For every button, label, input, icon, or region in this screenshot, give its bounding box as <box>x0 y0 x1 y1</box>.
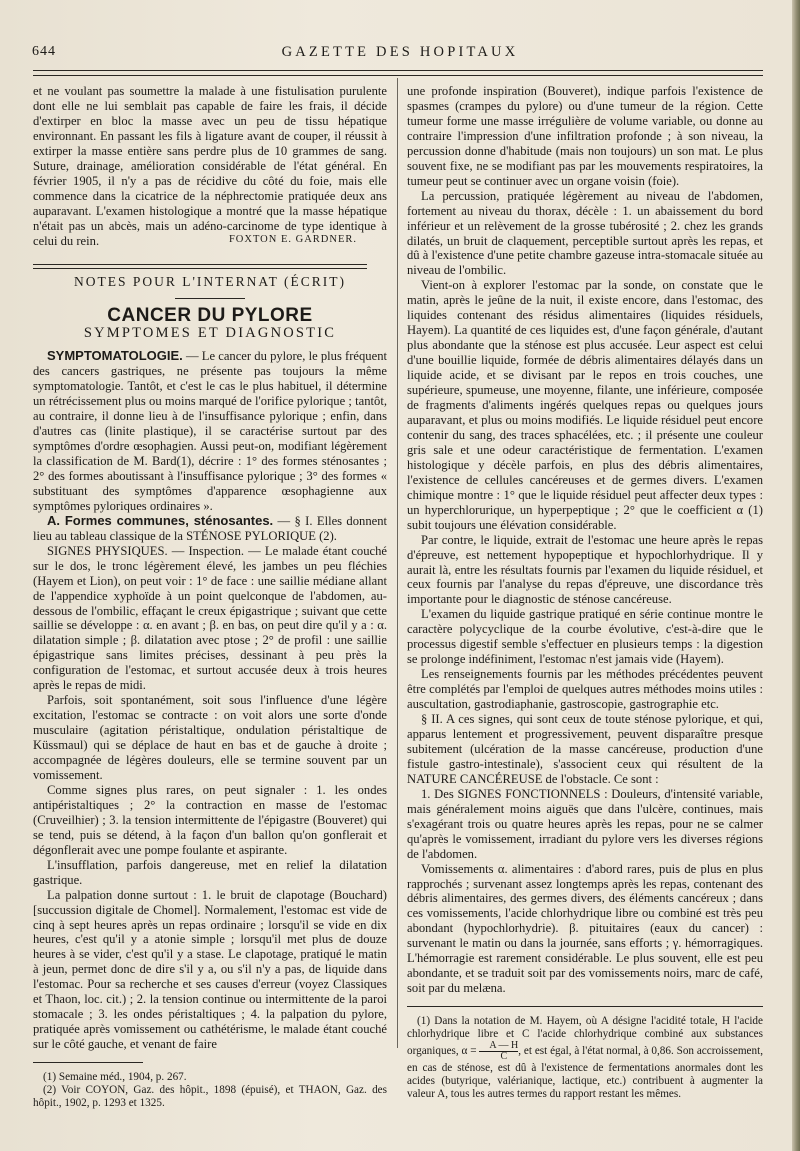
alpha-fraction <box>479 1041 518 1062</box>
left-column <box>33 84 387 1110</box>
header-rule <box>33 70 763 71</box>
symptomatology-label: SYMPTOMATOLOGIE. <box>47 348 183 364</box>
footnote-alpha-text-a: (1) Dans la notation de M. Hayem, où A désigne l'acidité totale, H l'acide chlorhydrique libre et C l'acide chlorhydrique combiné aux substances organiques, α = <box>407 1015 763 1058</box>
page-number: 644 <box>32 44 56 59</box>
rare-signs-paragraph: Comme signes plus rares, on peut signaler : 1. les ondes antipéristaltiques ; 2° la contraction en masse de l'estomac (Cruveilhier) ; 3. la tension intermittente de l'épigastre (Bouveret) qui se tend, puis se détend, à la façon d'un ballon qu'on gonflerait et dégonflerait avec une pompe foulante et aspirante. <box>33 782 387 857</box>
physical-signs-paragraph: SIGNES PHYSIQUES. — Inspection. — Le malade étant couché sur le dos, le tronc légèrement élevé, les jambes un peu fléchies (Hayem et Lion), on peut voir : 1° de face : une saillie médiane allant de l'appendice xyphoïde à un point quelconque de l'abdomen, au-dessous de l'ombilic, effaçant le creux épigastrique ; suivant que cette saillie se développe : α. en avant ; β. en bas, on peut dire qu'il y a : α. dilatation simple ; β. dilatation avec ptose ; 2° de profil : une saillie épigastrique sans limites précises, dessinant à peu près la configuration de l'estomac, et surtout accusée deux à trois heures après le repas de midi. <box>33 543 387 693</box>
page-edge <box>792 0 800 1151</box>
section-rule <box>33 264 367 265</box>
tumor-paragraph: une profonde inspiration (Bouveret), indique parfois l'existence de spasmes (crampes du pylore) ou d'une tumeur de la région. Cette tumeur forme une masse irrégulière de volume variable, ou donne au contraire l'impression d'une infiltration profonde ; à son niveau, la percussion donne d'habitude (mais non toujours) un son mat. Le plus souvent fixe, ne se modifiant pas par les mouvements respiratoires, la tumeur peut se continuer avec un organe voisin (foie). <box>407 84 763 188</box>
footnote-alpha-text-b: , et est égal, à l'état normal, à 0,86. Son accroissement, en cas de sténose, est dû à l'existence de fermentations anormales dont les acides (butyrique, valérianique, lactique, etc.) contribuent à augmenter la valeur A, tous les autres termes du rapport restant les mêmes. <box>407 1045 763 1101</box>
probe-paragraph: Vient-on à explorer l'estomac par la sonde, on constate que le matin, après le jeûne de la nuit, il existe encore, dans l'estomac, des liquides contenant des résidus alimentaires (liquides résiduels, Hayem). La quantité de ces liquides est, d'une façon générale, d'autant plus abondante que la sténose est plus accusée. Leur aspect est celui d'une bouillie liquide, formée de débris alimentaires délayés dans un liquide acide, et se divisant par le repos en trois couches, une supérieure, spumeuse, une moyenne, filante, une inférieure, composée de fragments d'aliments ingérés quelques repas ou quelques jours auparavant, et plus ou moins modifiés. Le liquide résiduel peut encore contenir du sang, des traces sphacélées, etc. ; il présente une couleur gris sale et une odeur caractéristique de fermentation. L'examen histologique y décèle parfois, en plus des débris alimentaires, l'existence de cellules cancéreuses et de germes divers. L'examen chimique montre : 1° que le liquide résiduel peut affecter deux types : un hyperchlorurique, un hyperpeptique ; 2° que le coefficient α (1) subit toujours une élévation considérable. <box>407 278 763 532</box>
right-column <box>407 84 763 1101</box>
right-footnote <box>407 1015 763 1101</box>
title-rule <box>175 298 245 299</box>
footnote-1: (1) Semaine méd., 1904, p. 267. <box>43 1071 187 1084</box>
common-forms-heading: A. Formes communes, sténosantes. <box>47 512 274 528</box>
footnote-rule-right <box>407 1006 763 1007</box>
case-report-end: et ne voulant pas soumettre la malade à une fistulisation purulente dont elle ne lui semblait pas capable de faire les frais, il décide d'extirper en bloc la masse avec un peu de tissu hépatique environnant. En passant les fils à ligature avant de couper, il réussit à extirper la masse entière sans perdre plus de 10 grammes de sang. Suture, drainage, amélioration considérable de l'état général. En février 1905, il n'y a pas de récidive du côté du foie, mais elle commence dans la cicatrice de la néphrectomie pratiquée deux ans auparavant. L'examen histologique a montré que la masse hépatique n'était pas un abcès, mais un adéno-carcinome de type identique à celui du rein. <box>33 84 387 248</box>
functional-signs-paragraph: 1. Des SIGNES FONCTIONNELS : Douleurs, d'intensité variable, mais généralement moins aiguës que dans l'ulcère, continues, mais s'exagérant trois ou quatre heures après les repas, pour ne se calmer qu'après le vomissement, irradiant du pylore vers les diverses régions de l'abdomen. <box>407 786 763 861</box>
symptomatology-text: — Le cancer du pylore, le plus fréquent des cancers gastriques, ne présente pas toujours la même symptomatologie. Tantôt, et c'est le cas le plus habituel, il détermine un rétrécissement plus ou moins marqué de l'orifice pylorique ; tantôt, au contraire, il donne lieu à de l'insuffisance pylorique ; enfin, dans d'autres cas (linite plastique), il se caractérise surtout par des symptômes d'ordre œsophagien. Aussi peut-on, modifiant légèrement la classification de M. Bard(1), décrire : 1° des formes sténosantes ; 2° des formes aboutissant à l'insuffisance pylorique ; 3° des formes « substituant des symptômes d'apparence œsophagienne aux symptômes pyloriques ordinaires ». <box>33 349 387 513</box>
common-forms-text: — § I. Elles donnent lieu au tableau classique de la STÉNOSE PYLORIQUE (2). <box>33 513 387 543</box>
footnote-rule <box>33 1062 143 1063</box>
vomiting-paragraph: Vomissements α. alimentaires : d'abord rares, puis de plus en plus rapprochés ; survenant assez longtemps après les repas, contenant des débris alimentaires, des germes divers, des éléments cancéreux ; dans ces vomissements, l'acide chlorhydrique libre ou combiné est très peu abondant (hypochlorhydrie). β. pituitaires (eaux du cancer) : survenant le matin ou dans la journée, sans efforts ; γ. hémorragiques. L'hémorragie est rarement considérable. Le plus souvent, elle est peu abondante, et se traduit soit par des vomissements noirs, marc de café, soit par du melæna. <box>407 861 763 996</box>
column-divider <box>397 78 398 1048</box>
peristalsis-paragraph: Parfois, soit spontanément, soit sous l'influence d'une légère excitation, l'estomac se contracte : on voit alors une sorte d'onde musculaire (agitation péristaltique, ondulation péristaltique de Küssmaul) qui se déplace de haut en bas et de gauche à droite ; accompagnée de légères douleurs, elle se termine souvent par un vomissement. <box>33 693 387 782</box>
other-methods-paragraph: Les renseignements fournis par les méthodes précédentes peuvent être complétés par l'emploi de quelques autres méthodes moins utiles : auscultation, gastrodiaphanie, gastroscopie, gastrographie etc. <box>407 667 763 712</box>
article-subtitle: SYMPTOMES ET DIAGNOSTIC <box>83 325 337 342</box>
article-title: CANCER DU PYLORE <box>107 305 313 327</box>
common-forms-paragraph <box>33 514 387 544</box>
palpation-paragraph: La palpation donne surtout : 1. le bruit de clapotage (Bouchard) [succussion digitale de Chomel]. Normalement, l'estomac est vide de cinq à sept heures après un repas ordinaire ; lorsqu'il se vide en dix heures, c'est qu'il y a atonie simple ; lorsqu'il met plus de douze heures à se vider, c'est qu'il y a stase. Le clapotage, pratiqué le matin à jeun, permet donc de dire s'il y a, ou s'il n'y a pas, de liquide dans l'estomac. Pour sa recherche et ses causes d'erreur (voyez Classiques et Thaon, loc. cit.) ; 2. la tension continue ou intermittente de la paroi stomacale ; 3. les ondes péristaltiques ; 4. la palpation du pylore, pratiquée après vomissement ou cathétérisme, le malade étant couché sur le côté gauche, et venant de faire <box>33 887 387 1052</box>
fraction-numerator: A — H <box>479 1041 518 1052</box>
section-ii-paragraph: § II. A ces signes, qui sont ceux de toute sténose pylorique, et qui, apparus lentement et progressivement, peuvent disparaître presque subitement (ulcération de la masse cancéreuse, production d'une fistule gastro-intestinale), s'associent ceux qui résultent de la NATURE CANCÉREUSE de l'obstacle. Ce sont : <box>407 712 763 786</box>
percussion-paragraph: La percussion, pratiquée légèrement au niveau de l'abdomen, fortement au niveau du thorax, décèle : 1. un abaissement du bord inférieur et un relèvement de la grosse tubérosité ; 2. chez les grands dilatés, un bruit de claquement, perceptible surtout après les repas, et dû à l'existence d'une petite chambre gazeuse intra-stomacale située au niveau de l'ombilic. <box>407 188 763 278</box>
serial-exam-paragraph: L'examen du liquide gastrique pratiqué en série continue montre le caractère polycyclique de la courbe évolutive, c'est-à-dire que le processus digestif semble s'effectuer en plusieurs temps : la digestion se prolonge indéfiniment, l'estomac n'est jamais vide (Hayem). <box>407 607 763 667</box>
section-title: NOTES POUR L'INTERNAT (ÉCRIT) <box>73 274 347 290</box>
footnote-2: (2) Voir COYON, Gaz. des hôpit., 1898 (épuisé), et THAON, Gaz. des hôpit., 1902, p. 1293 et 1325. <box>33 1084 387 1110</box>
author-signature: FOXTON E. GARDNER. <box>228 234 357 246</box>
running-header: GAZETTE DES HOPITAUX <box>281 44 519 60</box>
fraction-denominator: C <box>500 1051 508 1063</box>
symptomatology-paragraph <box>33 349 387 513</box>
header-rule-2 <box>33 75 763 76</box>
footnote-alpha <box>407 1015 763 1101</box>
section-rule-2 <box>33 268 367 269</box>
left-footnotes <box>33 1071 387 1110</box>
test-meal-paragraph: Par contre, le liquide, extrait de l'estomac une heure après le repas d'épreuve, est nettement hypopeptique et hypochlorhydrique. Il y aurait là, entre les résultats fournis par l'examen du liquide résiduel, et ceux fournis par l'analyse du repas d'épreuve, une discordance très importante pour le diagnostic de sténose cancéreuse. <box>407 532 763 607</box>
insufflation-paragraph: L'insufflation, parfois dangereuse, met en relief la dilatation gastrique. <box>33 857 387 887</box>
